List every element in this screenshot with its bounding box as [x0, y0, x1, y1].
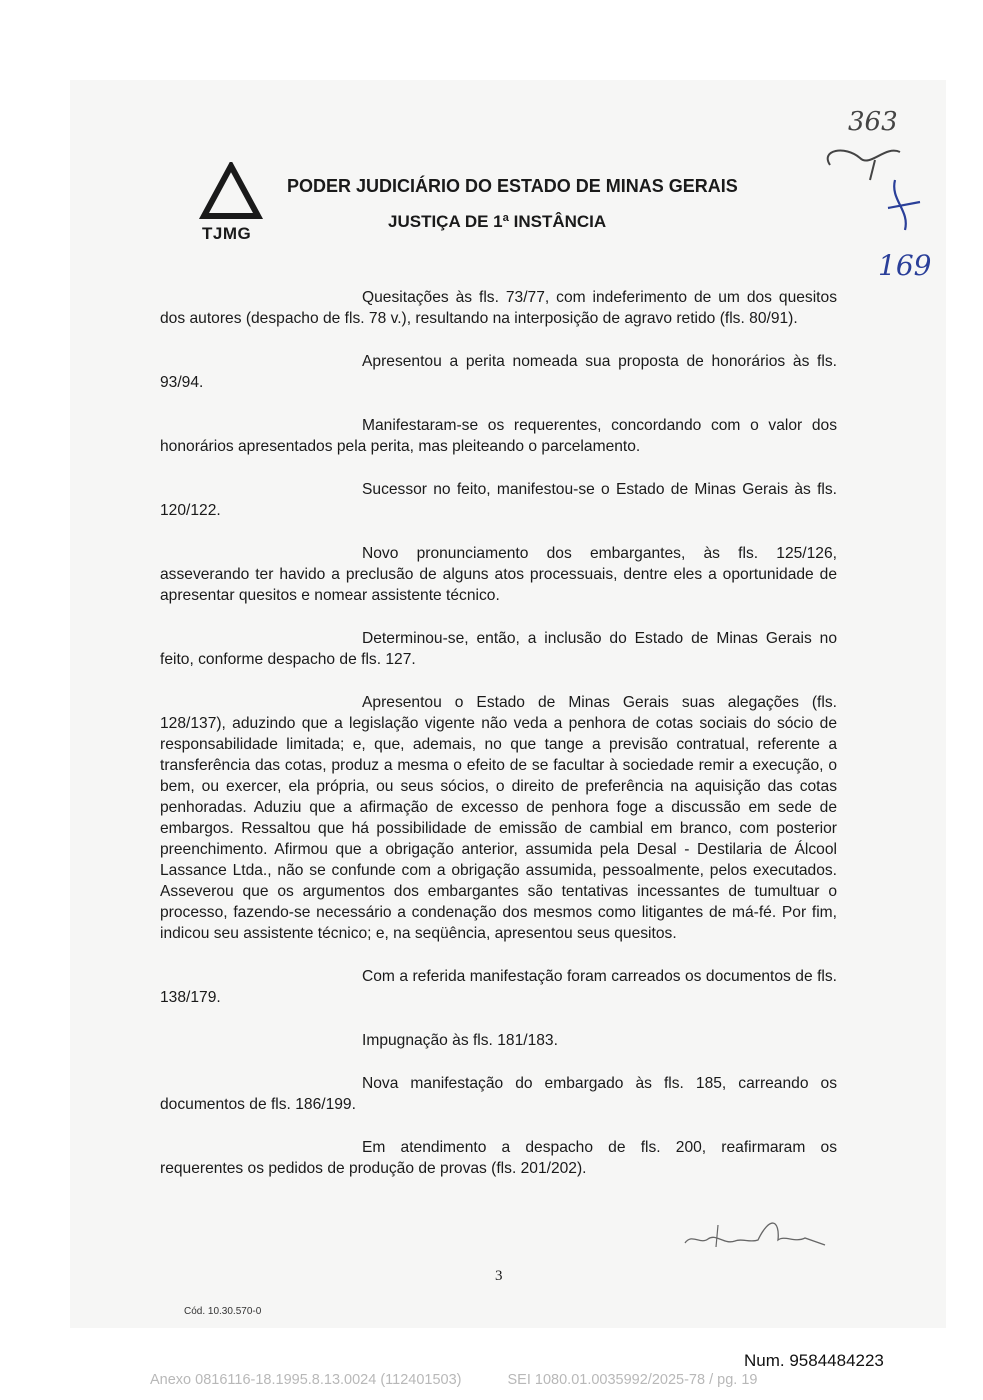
handwritten-number: 169 [878, 249, 932, 282]
triangle-logo-icon [196, 162, 266, 222]
form-code: Cód. 10.30.570-0 [184, 1306, 262, 1317]
paragraph: Sucessor no feito, manifestou-se o Estado de Minas Gerais às fls. 120/122. [160, 481, 837, 519]
tjmg-logo [196, 162, 266, 246]
paragraph: Novo pronunciamento dos embargantes, às fls. 125/126, asseverando ter havido a preclusão de alguns atos processuais, dentre eles a oportunidade de apresentar quesitos e nomear assistente técnico. [160, 545, 837, 604]
document-number: Num. 9584484223 [744, 1351, 884, 1370]
signature [680, 1205, 830, 1255]
paragraph: Apresentou a perita nomeada sua proposta de honorários às fls. 93/94. [160, 353, 837, 391]
header-subtitle: JUSTIÇA DE 1ª INSTÂNCIA [388, 212, 607, 231]
logo-text: TJMG [202, 224, 252, 243]
paragraph: Determinou-se, então, a inclusão do Estado de Minas Gerais no feito, conforme despacho de fls. 127. [160, 630, 837, 668]
page-number: 3 [495, 1268, 503, 1284]
document-body [160, 287, 837, 1201]
paragraph: Nova manifestação do embargado às fls. 185, carreando os documentos de fls. 186/199. [160, 1075, 837, 1113]
paragraph: Quesitações às fls. 73/77, com indeferimento de um dos quesitos dos autores (despacho de fls. 78 v.), resultando na interposição de agravo retido (fls. 80/91). [160, 289, 837, 327]
paragraph: Manifestaram-se os requerentes, concordando com o valor dos honorários apresentados pela perita, mas pleiteando o parcelamento. [160, 417, 837, 455]
footer-annex: Anexo 0816116-18.1995.8.13.0024 (112401503) [150, 1372, 462, 1388]
handwritten-page-marks [800, 90, 960, 310]
footer-sei: SEI 1080.01.0035992/2025-78 / pg. 19 [507, 1372, 758, 1388]
paragraph: Impugnação às fls. 181/183. [362, 1032, 558, 1049]
header-title: PODER JUDICIÁRIO DO ESTADO DE MINAS GERAIS [287, 176, 738, 196]
paragraph: Apresentou o Estado de Minas Gerais suas alegações (fls. 128/137), aduzindo que a legislação vigente não veda a penhora de cotas sociais do sócio de responsabilidade limitada; e, que, ademais, no que tange a previsão contratual, referente a transferência das cotas, produz a mesma o efeito de se facultar à sociedade remir a execução, o bem, ou exercer, ela própria, ou seus sócios, o direito de preferência na aquisição das cotas penhoradas. Aduziu que a afirmação de excesso de penhora foge a discussão em sede de embargos. Ressaltou que há possibilidade de emissão de cambial em branco, com posterior preenchimento. Afirmou que a obrigação anterior, assumida pela Desal - Destilaria de Álcool Lassance Ltda., não se confunde com a obrigação assumida, pessoalmente, pelos executados. Asseverou que os argumentos dos embargantes são tentativas incessantes de tumultuar o processo, fazendo-se necessário a condenação dos mesmos como litigantes de má-fé. Por fim, indicou seu assistente técnico; e, na seqüência, apresentou seus quesitos. [160, 694, 837, 942]
handwritten-number: 363 [848, 107, 898, 137]
paragraph: Em atendimento a despacho de fls. 200, reafirmaram os requerentes os pedidos de produção de provas (fls. 201/202). [160, 1139, 837, 1177]
paragraph: Com a referida manifestação foram carreados os documentos de fls. 138/179. [160, 968, 837, 1006]
footer [150, 1372, 757, 1388]
